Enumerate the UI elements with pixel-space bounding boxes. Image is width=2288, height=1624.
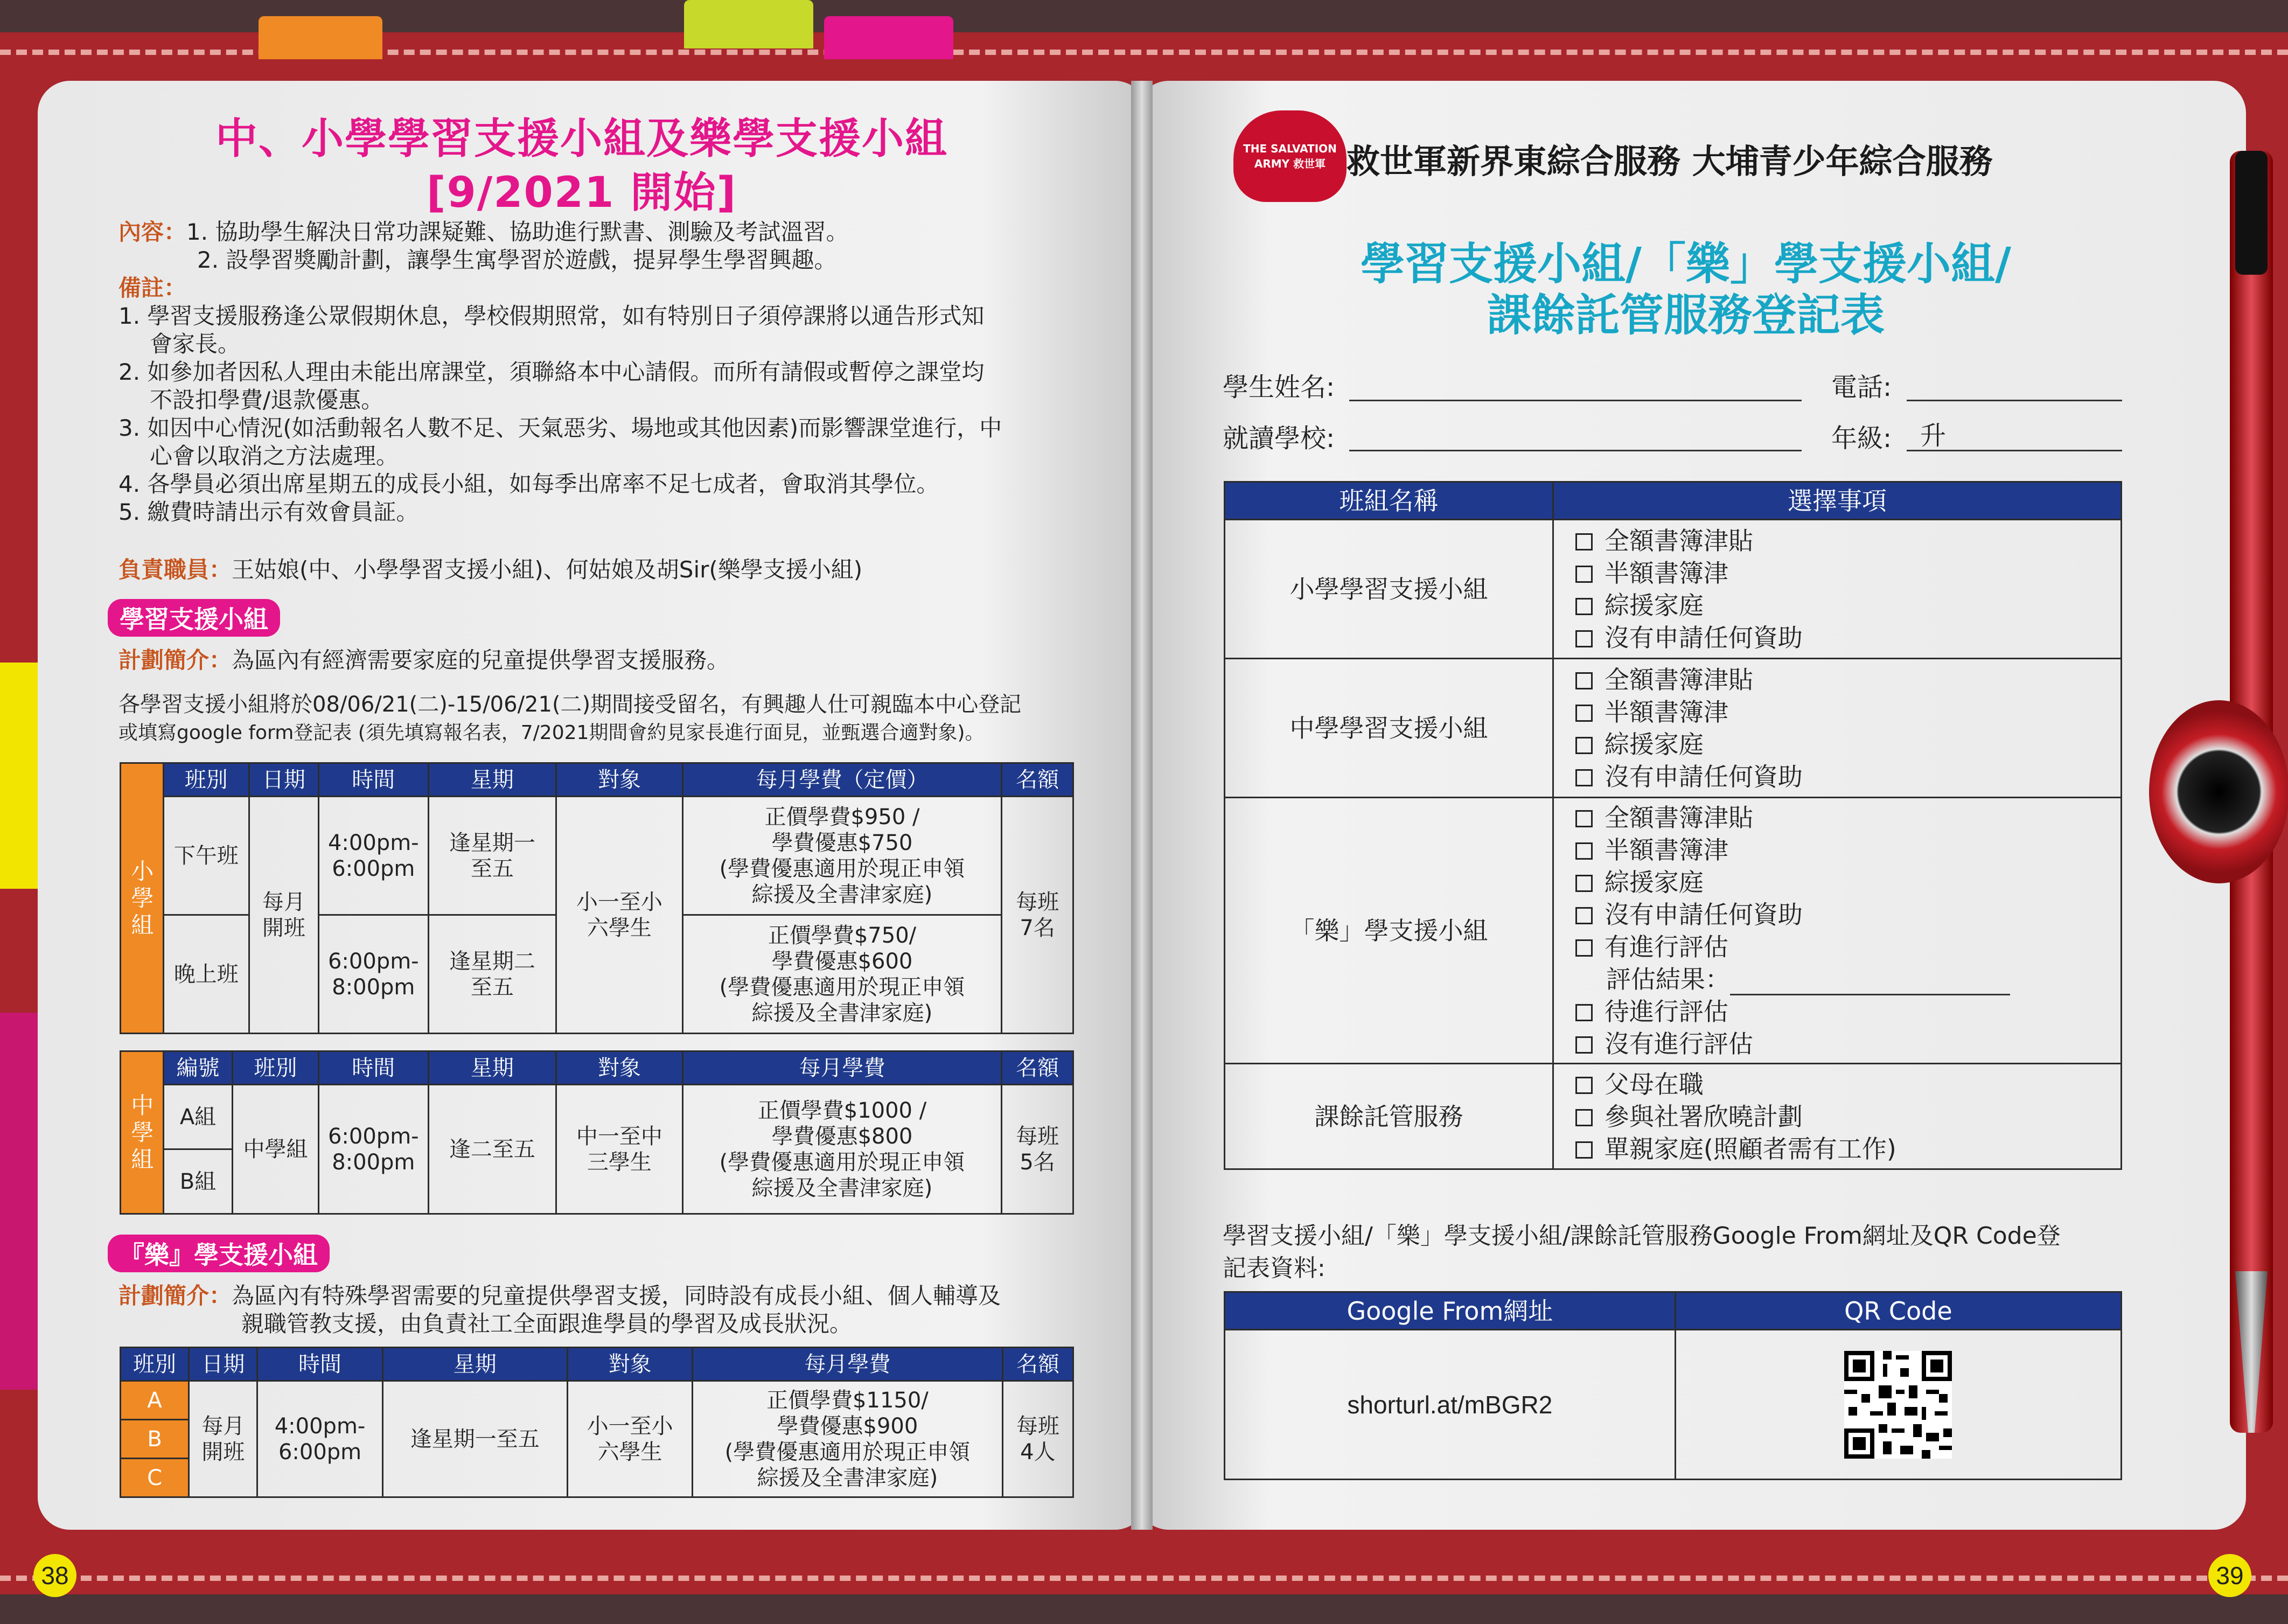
checkbox-icon[interactable] xyxy=(1575,939,1593,957)
staff-label: 負責職員： xyxy=(118,556,232,583)
checkbox-icon[interactable] xyxy=(1575,1109,1593,1126)
content-item-2: 2. 設學習獎勵計劃，讓學生寓學習於遊戲，提昇學生學習興趣。 xyxy=(197,247,837,273)
t1-header-day: 星期 xyxy=(428,763,556,797)
checkbox-icon[interactable] xyxy=(1575,672,1593,689)
pen-clip xyxy=(2235,151,2268,275)
checkbox-icon[interactable] xyxy=(1575,566,1593,583)
checkbox-icon[interactable] xyxy=(1575,1036,1593,1054)
evaluation-result-line: 評估結果： xyxy=(1575,963,2120,995)
link-header-qr: QR Code xyxy=(1675,1292,2121,1330)
reg-row-secondary-options xyxy=(1553,659,2121,798)
secondary-side-label: 中學組 xyxy=(121,1051,164,1214)
green-bookmark-tab xyxy=(684,0,813,48)
content-item-1: 1. 協助學生解決日常功課疑難、協助進行默書、測驗及考試溫習。 xyxy=(186,219,849,245)
remark-line-7: 4. 各學員必須出席星期五的成長小組，如每季出席率不足七成者，會取消其學位。 xyxy=(118,471,939,497)
t1-quota: 每班7名 xyxy=(1002,797,1073,1034)
primary-side-label: 小學組 xyxy=(121,763,164,1034)
grade-field[interactable] xyxy=(1907,450,2122,451)
remark-line-1: 1. 學習支援服務逢公眾假期休息，學校假期照常，如有特別日子須停課將以通告形式知 xyxy=(118,303,985,329)
checkbox-icon[interactable] xyxy=(1575,705,1593,722)
plan2-text-1: 為區內有特殊學習需要的兒童提供學習支援，同時設有成長小組、個人輔導及 xyxy=(232,1283,1001,1309)
reg-row-primary-options xyxy=(1553,520,2121,659)
t1-header-time: 時間 xyxy=(318,763,428,797)
remark-line-2: 會家長。 xyxy=(150,331,241,357)
t2-header-fee: 每月學費 xyxy=(682,1051,1001,1085)
checkbox-icon[interactable] xyxy=(1575,1077,1593,1094)
plan2-text-2: 親職管教支援，由負責社工全面跟進學員的學習及成長狀況。 xyxy=(241,1311,853,1337)
checkbox-option[interactable]: 沒有申請任何資助 xyxy=(1575,761,2120,793)
t2-id-b: B組 xyxy=(163,1149,233,1214)
t2-header-quota: 名額 xyxy=(1002,1051,1073,1085)
reg-note-1: 各學習支援小組將於08/06/21(二)-15/06/21(二)期間接受留名，有興趣人仕可親臨本中心登記 xyxy=(118,692,1022,717)
t3-target: 小一至小六學生 xyxy=(567,1381,692,1497)
reg-row-secondary-name: 中學學習支援小組 xyxy=(1225,659,1553,798)
staff-text: 王姑娘(中、小學學習支援小組)、何姑娘及胡Sir(樂學支援小組) xyxy=(232,556,863,583)
t1-class-evening: 晚上班 xyxy=(163,915,249,1034)
phone-field[interactable] xyxy=(1907,400,2122,401)
checkbox-icon[interactable] xyxy=(1575,875,1593,892)
plan1-text: 為區內有經濟需要家庭的兒童提供學習支援服務。 xyxy=(232,647,730,673)
checkbox-icon[interactable] xyxy=(1575,810,1593,827)
school-label: 就讀學校: xyxy=(1223,423,1335,454)
content-section xyxy=(118,218,1088,526)
t3-header-fee: 每月學費 xyxy=(693,1348,1003,1381)
qr-code-icon[interactable] xyxy=(1844,1351,1952,1459)
t3-quota: 每班4人 xyxy=(1002,1381,1073,1497)
pink-bookmark-tab xyxy=(824,16,953,59)
section-fun-learning-pill: 『樂』學支援小組 xyxy=(108,1235,330,1272)
checkbox-option[interactable]: 沒有申請任何資助 xyxy=(1575,898,2120,931)
book-spine xyxy=(1131,81,1153,1530)
page-number-left: 38 xyxy=(33,1554,76,1597)
t3-header-quota: 名額 xyxy=(1002,1348,1073,1381)
primary-group-table xyxy=(120,762,1074,1034)
fun-learning-table xyxy=(120,1347,1074,1498)
checkbox-option[interactable]: 半額書簿津 xyxy=(1575,557,2120,589)
student-name-field[interactable] xyxy=(1349,400,1802,401)
checkbox-icon[interactable] xyxy=(1575,533,1593,550)
checkbox-option[interactable]: 全額書簿津貼 xyxy=(1575,664,2120,696)
t1-day-evening: 逢星期二至五 xyxy=(428,915,556,1034)
checkbox-option[interactable]: 參與社署欣曉計劃 xyxy=(1575,1100,2120,1133)
t1-time-evening: 6:00pm-8:00pm xyxy=(318,915,428,1034)
t1-header-target: 對象 xyxy=(556,763,682,797)
magenta-tab xyxy=(0,1013,43,1390)
plan2-label: 計劃簡介： xyxy=(118,1283,232,1309)
bottom-band xyxy=(0,1594,2288,1624)
orange-bookmark-tab xyxy=(259,16,382,59)
reg-row-primary-name: 小學學習支援小組 xyxy=(1225,520,1553,659)
grade-label: 年級: xyxy=(1831,423,1892,454)
t1-fee-evening: 正價學費$750/ 學費優惠$600 (學費優惠適用於現正申領 綜援及全書津家庭) xyxy=(682,915,1001,1034)
checkbox-option[interactable]: 有進行評估 xyxy=(1575,931,2120,963)
t3-fee: 正價學費$1150/ 學費優惠$900 (學費優惠適用於現正申領 綜援及全書津家庭) xyxy=(693,1381,1003,1497)
remark-line-6: 心會以取消之方法處理。 xyxy=(150,443,399,469)
t1-day-afternoon: 逢星期一至五 xyxy=(428,797,556,915)
t1-header-date: 日期 xyxy=(249,763,318,797)
remark-line-4: 不設扣學費/退款優惠。 xyxy=(150,387,384,413)
school-field[interactable] xyxy=(1349,450,1802,451)
form-title-line2: 課餘託管服務登記表 xyxy=(1487,290,1885,341)
bottom-stitch xyxy=(0,1576,2288,1581)
t2-time: 6:00pm-8:00pm xyxy=(318,1085,428,1214)
checkbox-icon[interactable] xyxy=(1575,1141,1593,1159)
t2-class: 中學組 xyxy=(233,1085,318,1214)
google-form-table xyxy=(1224,1291,2122,1480)
reg-header-group: 班組名稱 xyxy=(1225,482,1553,520)
plan2-line xyxy=(118,1282,1001,1310)
left-title-line1: 中、小學學習支援小組及樂學支援小組 xyxy=(215,115,948,163)
t2-header-target: 對象 xyxy=(556,1051,682,1085)
reg-row-fun-options xyxy=(1553,798,2121,1064)
student-name-label: 學生姓名: xyxy=(1223,372,1335,402)
checkbox-icon[interactable] xyxy=(1575,598,1593,615)
t2-header-class: 班別 xyxy=(233,1051,318,1085)
google-note-2: 記表資料: xyxy=(1223,1254,1326,1282)
t1-target: 小一至小六學生 xyxy=(556,797,682,1034)
remark-line-8: 5. 繳費時請出示有效會員証。 xyxy=(118,499,419,525)
t3-class-b: B xyxy=(121,1420,189,1459)
t3-class-a: A xyxy=(121,1381,189,1420)
reg-row-fun-name: 「樂」學支援小組 xyxy=(1225,798,1553,1064)
t2-id-a: A組 xyxy=(163,1085,233,1149)
phone-label: 電話: xyxy=(1831,372,1892,402)
remark-line-3: 2. 如參加者因私人理由未能出席課堂，須聯絡本中心請假。而所有請假或暫停之課堂均 xyxy=(118,359,985,385)
t2-fee: 正價學費$1000 / 學費優惠$800 (學費優惠適用於現正申領 綜援及全書津家庭) xyxy=(682,1085,1001,1214)
t3-header-target: 對象 xyxy=(567,1348,692,1381)
t1-class-afternoon: 下午班 xyxy=(163,797,249,915)
checkbox-option[interactable]: 半額書簿津 xyxy=(1575,696,2120,728)
google-form-url[interactable]: shorturl.at/mBGR2 xyxy=(1225,1330,1676,1480)
t3-class-c: C xyxy=(121,1459,189,1497)
checkbox-option[interactable]: 綜援家庭 xyxy=(1575,866,2120,898)
t1-time-afternoon: 4:00pm-6:00pm xyxy=(318,797,428,915)
checkbox-option[interactable]: 半額書簿津 xyxy=(1575,834,2120,866)
t2-day: 逢二至五 xyxy=(428,1085,556,1214)
t2-header-time: 時間 xyxy=(318,1051,428,1085)
checkbox-icon[interactable] xyxy=(1575,907,1593,924)
checkbox-option[interactable]: 綜援家庭 xyxy=(1575,589,2120,622)
form-title-line1: 學習支援小組/「樂」學支援小組/ xyxy=(1361,239,2011,290)
t3-header-date: 日期 xyxy=(189,1348,257,1381)
checkbox-icon[interactable] xyxy=(1575,769,1593,786)
salvation-army-logo: THE SALVATION ARMY 救世軍 xyxy=(1233,110,1347,202)
staff-line xyxy=(118,556,862,584)
checkbox-option[interactable]: 全額書簿津貼 xyxy=(1575,525,2120,557)
t3-time: 4:00pm-6:00pm xyxy=(257,1381,382,1497)
t3-day: 逢星期一至五 xyxy=(382,1381,567,1497)
google-note-1: 學習支援小組/「樂」學支援小組/課餘託管服務Google From網址及QR Code登 xyxy=(1223,1222,2061,1250)
t1-fee-afternoon: 正價學費$950 / 學費優惠$750 (學費優惠適用於現正申領 綜援及全書津家庭) xyxy=(682,797,1001,915)
plan1-line xyxy=(118,646,729,674)
t3-header-time: 時間 xyxy=(257,1348,382,1381)
t3-header-day: 星期 xyxy=(382,1348,567,1381)
t1-date: 每月開班 xyxy=(249,797,318,1034)
strap-button xyxy=(2149,700,2288,883)
secondary-group-table xyxy=(120,1050,1074,1215)
checkbox-option[interactable]: 綜援家庭 xyxy=(1575,728,2120,761)
yellow-tab xyxy=(0,663,43,889)
reg-row-afterschool-options xyxy=(1553,1064,2121,1169)
grade-value: 升 xyxy=(1920,421,1947,451)
checkbox-icon[interactable] xyxy=(1575,842,1593,860)
checkbox-icon[interactable] xyxy=(1575,737,1593,754)
evaluation-result-field[interactable] xyxy=(1730,977,2010,995)
qr-code-cell xyxy=(1675,1330,2121,1480)
reg-note-2: 或填寫google form登記表 (須先填寫報名表，7/2021期間會約見家長進行面見，並甄選合適對象)。 xyxy=(118,722,985,744)
checkbox-icon[interactable] xyxy=(1575,630,1593,647)
t3-header-class: 班別 xyxy=(121,1348,189,1381)
remarks-label: 備註： xyxy=(118,275,187,301)
checkbox-option[interactable]: 待進行評估 xyxy=(1575,995,2120,1028)
organization-name: 救世軍新界東綜合服務 大埔青少年綜合服務 xyxy=(1347,142,1993,181)
t3-date: 每月開班 xyxy=(189,1381,257,1497)
checkbox-icon[interactable] xyxy=(1575,1004,1593,1021)
left-title-line2: [9/2021 開始] xyxy=(426,169,737,217)
plan1-label: 計劃簡介： xyxy=(118,647,232,673)
registration-table xyxy=(1224,481,2122,1170)
t1-header-fee: 每月學費（定價） xyxy=(682,763,1001,797)
page-number-right: 39 xyxy=(2208,1554,2251,1597)
reg-header-options: 選擇事項 xyxy=(1553,482,2121,520)
t2-header-id: 編號 xyxy=(163,1051,233,1085)
checkbox-option[interactable]: 沒有申請任何資助 xyxy=(1575,622,2120,654)
content-label: 內容： xyxy=(118,219,187,245)
remark-line-5: 3. 如因中心情況(如活動報名人數不足、天氣惡劣、場地或其他因素)而影響課堂進行，中 xyxy=(118,415,1002,441)
t2-header-day: 星期 xyxy=(428,1051,556,1085)
checkbox-option[interactable]: 全額書簿津貼 xyxy=(1575,801,2120,834)
t2-target: 中一至中三學生 xyxy=(556,1085,682,1214)
checkbox-option[interactable]: 沒有進行評估 xyxy=(1575,1028,2120,1060)
checkbox-option[interactable]: 單親家庭(照顧者需有工作) xyxy=(1575,1133,2120,1165)
section-learning-support-pill: 學習支援小組 xyxy=(108,599,280,637)
t1-header-class: 班別 xyxy=(163,763,249,797)
t2-quota: 每班5名 xyxy=(1002,1085,1073,1214)
reg-row-afterschool-name: 課餘託管服務 xyxy=(1225,1064,1553,1169)
link-header-url: Google From網址 xyxy=(1225,1292,1676,1330)
t1-header-quota: 名額 xyxy=(1002,763,1073,797)
checkbox-option[interactable]: 父母在職 xyxy=(1575,1068,2120,1100)
